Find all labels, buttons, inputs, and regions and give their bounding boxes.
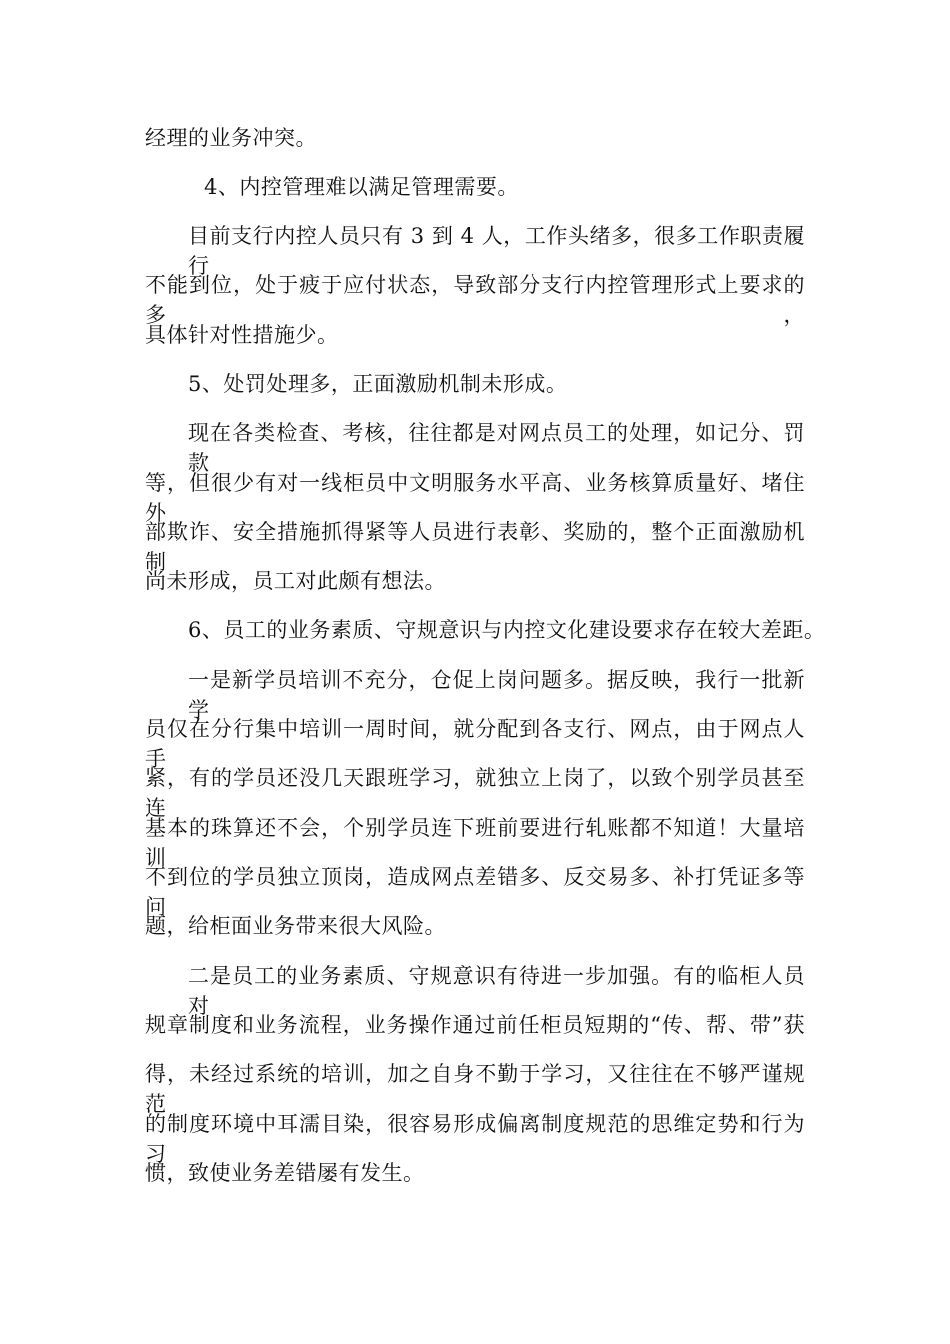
text-line: 现在各类检查、考核，往往都是对网点员工的处理，如记分、罚款 xyxy=(188,421,805,475)
text-line: 二是员工的业务素质、守规意识有待进一步加强。有的临柜人员对 xyxy=(188,964,805,1018)
text-line: 不到位的学员独立顶岗，造成网点差错多、反交易多、补打凭证多等问 xyxy=(145,865,805,919)
text-line: 一是新学员培训不充分，仓促上岗问题多。据反映，我行一批新学 xyxy=(188,668,805,722)
text-line: 惯，致使业务差错屡有发生。 xyxy=(145,1161,425,1185)
text-line: 经理的业务冲突。 xyxy=(145,126,317,150)
text-line: 不能到位，处于疲于应付状态，导致部分支行内控管理形式上要求的多， xyxy=(145,273,805,327)
text-line: 尚未形成，员工对此颇有想法。 xyxy=(145,569,446,593)
text-line: 紧，有的学员还没几天跟班学习，就独立上岗了，以致个别学员甚至连 xyxy=(145,766,805,820)
text-line: 部欺诈、安全措施抓得紧等人员进行表彰、奖励的，整个正面激励机制 xyxy=(145,520,805,574)
text-line: 规章制度和业务流程，业务操作通过前任柜员短期的“传、帮、带”获 xyxy=(145,1013,805,1037)
text-line: 得，未经过系统的培训，加之自身不勤于学习，又往往在不够严谨规范 xyxy=(145,1062,805,1116)
text-line: 等，但很少有对一线柜员中文明服务水平高、业务核算质量好、堵住外 xyxy=(145,471,805,525)
text-line: 具体针对性措施少。 xyxy=(145,323,339,347)
text-line: 员仅在分行集中培训一周时间，就分配到各支行、网点，由于网点人手 xyxy=(145,717,805,771)
section-heading-4: 4、内控管理难以满足管理需要。 xyxy=(204,175,519,199)
text-line: 的制度环境中耳濡目染，很容易形成偏离制度规范的思维定势和行为习 xyxy=(145,1112,805,1166)
text-line: 题，给柜面业务带来很大风险。 xyxy=(145,914,446,938)
text-line: 基本的珠算还不会，个别学员连下班前要进行轧账都不知道！大量培训 xyxy=(145,816,805,870)
section-heading-5: 5、处罚处理多，正面激励机制未形成。 xyxy=(188,372,568,396)
text-line: 目前支行内控人员只有 3 到 4 人，工作头绪多，很多工作职责履行 xyxy=(188,224,805,278)
section-heading-6: 6、员工的业务素质、守规意识与内控文化建设要求存在较大差距。 xyxy=(188,618,826,642)
